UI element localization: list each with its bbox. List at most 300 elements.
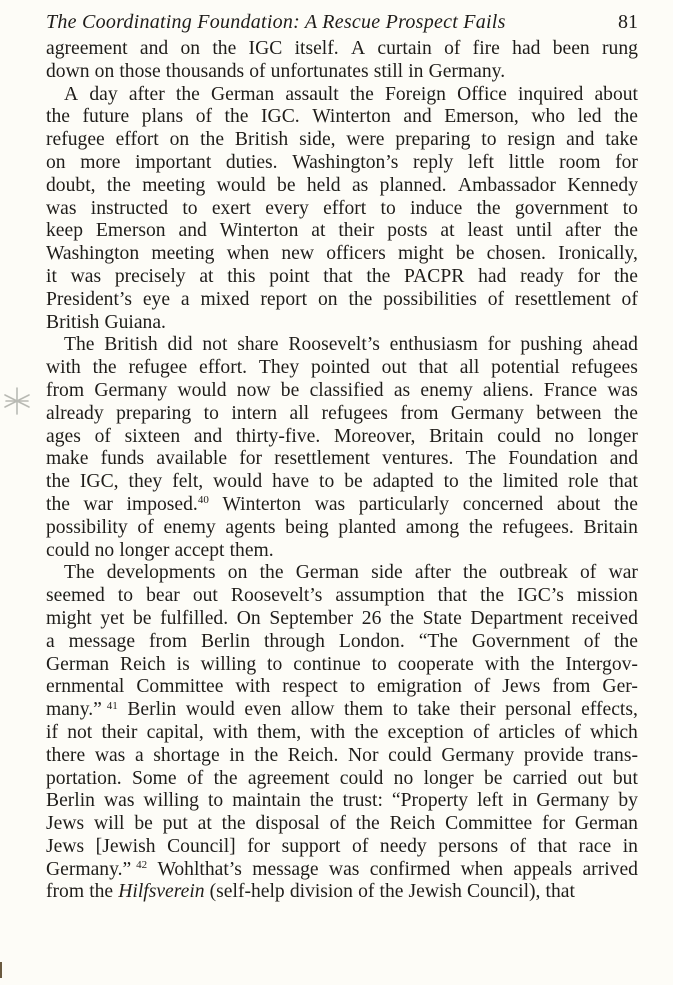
word: room [559,151,601,173]
word: from [552,676,591,698]
word: felt, [172,471,204,493]
word: President’s [46,288,132,310]
word: of [94,425,111,447]
word: could [339,767,384,789]
word: of [509,835,527,857]
word: effort [323,197,367,219]
word: to [380,197,396,219]
word: chosen. [486,243,546,265]
word: resign [507,129,556,151]
word: between [536,402,602,424]
word: articles [498,721,556,743]
word: planted [338,516,397,538]
word: intern [231,402,278,424]
word: of [329,813,346,835]
word: the [175,83,200,105]
word: to [371,653,387,675]
word: for [615,151,638,173]
word: Jews [46,813,85,835]
word: needy [379,835,427,857]
text-line [46,220,638,243]
word: German [574,813,638,835]
word: message [252,858,319,880]
word: Office [457,83,507,105]
word: and [178,220,207,242]
word: be [344,471,363,493]
word: is [176,653,190,675]
word: persons [438,835,499,857]
word: curtain [377,38,432,59]
word: emigration [377,676,462,698]
word: maintain [232,790,301,812]
word: in [512,790,528,812]
word: were [346,129,385,151]
word: PACPR [404,265,465,287]
word: to [117,585,134,607]
word: Germany [450,402,524,424]
word: Nor [348,744,379,766]
word: and [609,448,638,470]
word: would [216,174,266,196]
word: particularly [358,493,450,515]
word [118,881,204,904]
word: Winterton [312,106,391,128]
word: could [388,744,432,766]
word: Moreover, [333,425,416,447]
word: the [309,790,334,812]
word: Roosevelt’s [288,334,380,356]
word: until [516,220,553,242]
word: day [89,83,118,105]
footnote-ref: 41 [106,699,118,712]
word: but [612,767,638,789]
word: might [46,607,92,629]
word: the [379,881,404,903]
word: if [46,721,58,743]
word: them [344,699,384,721]
word: on [46,151,66,173]
word: the [463,562,487,584]
word: that [323,265,353,287]
word: Some [131,767,177,789]
word: preparing [395,129,471,151]
footnote-ref: 42 [136,859,148,872]
word: on [180,38,201,59]
word: portation. [46,767,122,789]
word: at [440,220,455,242]
word: imposed.$^{40}$ [126,493,209,515]
word: respect [282,676,338,698]
word: ahead [592,334,638,356]
word: led [577,106,602,128]
word: future [82,106,130,128]
word: of [583,630,601,652]
word: thousands [165,60,245,82]
word: to [481,129,497,151]
word: unfortunates [270,60,369,82]
word: those [119,60,161,82]
word: willing [143,790,199,812]
word: the [349,83,374,105]
word: bear [146,585,180,607]
word: fire [472,38,500,59]
word: possibilities [383,288,477,310]
word: refugees [571,357,638,379]
word: of [621,288,638,310]
word: limited [502,471,559,493]
word: thirty-five. [235,425,321,447]
word: Reich [120,653,166,675]
word: little [508,151,545,173]
word: shortage [153,744,220,766]
text-line [46,859,638,882]
word: be [134,813,153,835]
text-line [46,129,638,152]
word: of [358,881,375,903]
word: Germany [94,379,168,401]
word: could [46,539,90,561]
word: assault [285,83,339,105]
word: yet [100,607,125,629]
word: out [577,767,603,789]
word: enemy [420,379,473,401]
word: to [182,197,198,219]
word: have [272,471,310,493]
word: available [156,448,228,470]
word: effort. [199,357,248,379]
word: from [46,881,85,903]
word: out [192,585,218,607]
word: refugee [46,129,105,151]
word: provide [523,744,584,766]
text-line [46,631,638,654]
word: doubt, [46,174,96,196]
word: inquired [517,83,584,105]
word: willing [200,653,257,675]
word: Germany [441,744,515,766]
text-line [46,380,638,403]
word: to [207,790,224,812]
word: to [392,699,408,721]
word: ages [46,425,81,447]
word: France [543,379,598,401]
text-line [46,61,638,84]
word: that [537,835,567,857]
text-line [46,562,638,585]
word: disposal [255,813,320,835]
word: point [269,265,310,287]
word: officers [326,243,386,265]
text-line [46,836,638,859]
word: of [444,38,461,59]
word: about [556,493,601,515]
word: refugee [128,357,188,379]
word: the [366,265,391,287]
word: side, [299,129,336,151]
word: planned. [379,174,447,196]
word: was [94,744,126,766]
word: for [487,334,511,356]
word: already [46,402,104,424]
word: induce [410,197,463,219]
text-line [46,540,638,563]
paragraph [46,84,638,335]
word: division [289,881,353,903]
word: of [580,562,597,584]
text-line [46,266,638,289]
word: resettlement [274,448,370,470]
word: being [285,516,329,538]
word: concerned [462,493,544,515]
word: with [212,721,248,743]
word: funds [100,448,145,470]
word: possibility [46,516,128,538]
word: Reich [389,813,436,835]
word: by [618,790,638,812]
word: be [132,607,152,629]
word: left [467,151,494,173]
text-line [46,813,638,836]
word: Ger- [602,676,638,698]
word: the [106,174,131,196]
word: A [64,83,79,105]
word: Winterton [219,220,299,242]
word: of [473,721,490,743]
word: Germany.” $^{42}$ [46,858,148,880]
word: the [224,106,249,128]
word: on [94,60,115,82]
word: there [46,744,86,766]
word: The [465,448,497,470]
text-line [46,448,638,471]
word: Ironically, [558,243,638,265]
word: in [622,835,638,857]
word: their [459,699,496,721]
word: to [622,197,638,219]
word: be [483,767,503,789]
word: the [46,471,70,493]
word: side [371,562,403,584]
word: continue [293,653,361,675]
word: with [235,676,271,698]
word: at [311,220,326,242]
word: the [614,106,638,128]
word: that [437,585,468,607]
word: duties. [225,151,278,173]
word: the [254,744,279,766]
text-line [46,699,638,722]
word: the [614,630,638,652]
word: and [566,129,595,151]
word: the [200,129,225,151]
word: the [46,493,70,515]
word: after [414,562,451,584]
word: report [260,288,308,310]
word: every [265,197,309,219]
word: who [531,106,566,128]
word: of [352,835,369,857]
word: [Jewish [95,835,156,857]
text-line [46,38,638,61]
word: developments [106,562,216,584]
word: Washington’s [292,151,399,173]
word: reply [412,151,454,173]
word: adapted [372,471,434,493]
word: the [221,813,246,835]
word: They [258,357,300,379]
text-line [46,768,638,791]
word: with [46,357,81,379]
word: after [565,220,602,242]
word: for [577,265,601,287]
word: with [484,653,520,675]
word: role [568,471,599,493]
word: of [487,288,505,310]
word: the [613,265,638,287]
word: take [417,699,451,721]
word: many.” $^{41}$ [46,699,118,721]
word: eye [142,288,171,310]
text-line [46,494,638,517]
word: war [83,493,113,515]
word: they [128,471,163,493]
word: to [349,676,365,698]
word: would [177,379,227,401]
word: German [211,83,275,105]
word: keep [46,220,83,242]
word: ventures. [382,448,454,470]
word: confirmed [369,858,451,880]
word: make [46,448,89,470]
word: enthusiasm [389,334,478,356]
word: on [317,288,338,310]
text-line [46,175,638,198]
word: British [234,129,289,151]
word: support [281,835,341,857]
word: was [607,379,638,401]
word: for [542,813,565,835]
word: left [477,790,504,812]
word: Council] [167,835,236,857]
word: A [350,38,366,59]
text-line [46,334,638,357]
book-page [46,6,638,904]
word: (self-help [209,881,285,903]
word: the [613,493,638,515]
word: be [280,379,300,401]
word: potential [491,357,560,379]
text-line [46,517,638,540]
word: Foundation [508,448,598,470]
word: no [393,767,414,789]
word: refugees [321,402,388,424]
word: would [213,471,263,493]
word: meeting [142,174,206,196]
word: pushing [520,334,583,356]
word: all [459,357,480,379]
word: on [169,129,190,151]
word: September [269,607,354,629]
word: was [103,790,135,812]
body-text [46,38,638,904]
footnote-ref: 40 [197,494,209,507]
word: Jews [46,835,85,857]
word: fulfilled. [160,607,229,629]
word: meeting [151,243,215,265]
word: The [64,562,95,584]
running-head [46,6,638,38]
word: Washington [46,243,140,265]
text-line [46,722,638,745]
word: appeals [513,858,573,880]
text-line [46,403,638,426]
word: Germany. [428,60,506,82]
word: Committee [136,676,224,698]
word: had [478,265,507,287]
word: no [94,539,115,561]
text-line [46,585,638,608]
word: personal [505,699,572,721]
word: least [467,220,504,242]
word: from [400,402,439,424]
text-line [46,106,638,129]
word: the [348,288,373,310]
word: Government [471,630,570,652]
word: Council), [466,881,541,903]
word: could [497,425,541,447]
text-line [46,243,638,266]
word: this [227,265,256,287]
word: for [247,835,271,857]
word: Winterton [222,493,302,515]
word: effects, [581,699,638,721]
word: Kennedy [567,174,638,196]
text-line [46,654,638,677]
word: Roosevelt’s [230,585,323,607]
word: as [351,174,369,196]
word: race [578,835,612,857]
word: down [46,60,90,82]
word: exception [387,721,464,743]
word: in [408,60,424,82]
word: Britain [583,516,638,538]
word: Berlin [46,790,95,812]
word: cooperate [397,653,474,675]
word: of [249,60,266,82]
word: Britain [429,425,484,447]
word: did [167,334,193,356]
text-line [46,312,638,335]
paragraph [46,562,638,904]
word: now [236,379,271,401]
word: share [237,334,279,356]
word: capital, [146,721,204,743]
word: the [212,38,237,59]
word: among [405,516,460,538]
word: State [422,607,462,629]
word: Guiana. [104,311,166,333]
word: out [381,357,407,379]
word: that [418,357,448,379]
word: IGC [248,38,283,59]
word: the [613,220,638,242]
word: of [564,721,581,743]
word: Emerson [95,220,166,242]
word: from [149,630,188,652]
word: them, [257,721,302,743]
word: itself. [294,38,339,59]
word: the [390,607,414,629]
